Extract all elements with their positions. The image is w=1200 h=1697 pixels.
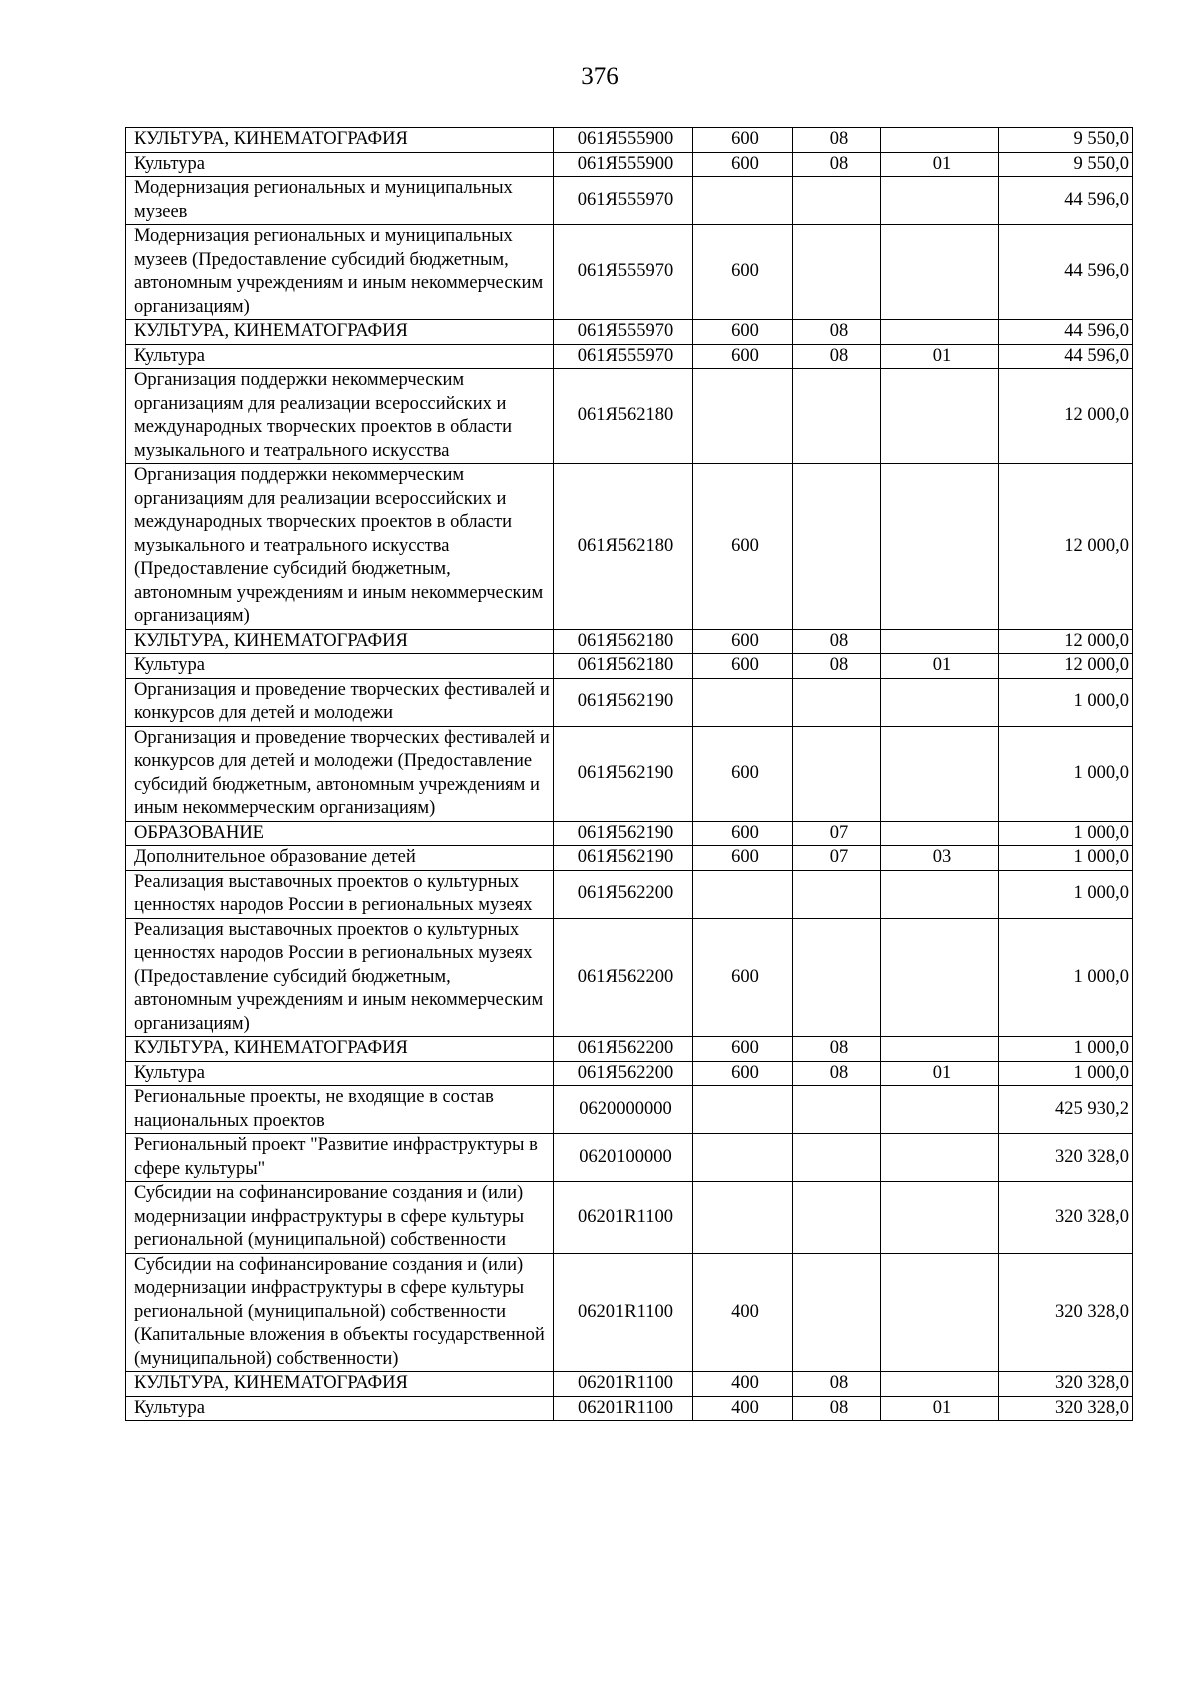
row-expense-type: 600 — [693, 320, 793, 345]
table-row — [126, 1061, 1133, 1086]
row-subsection — [881, 821, 999, 846]
row-name: Дополнительное образование детей — [126, 846, 554, 871]
row-expense-type: 600 — [693, 821, 793, 846]
row-subsection — [881, 726, 999, 821]
row-expense-type — [693, 1134, 793, 1182]
row-target-article: 061Я562190 — [554, 846, 693, 871]
row-target-article: 06201R1100 — [554, 1396, 693, 1421]
table-row — [126, 152, 1133, 177]
row-expense-type: 600 — [693, 726, 793, 821]
row-amount: 12 000,0 — [999, 464, 1133, 630]
table-row — [126, 678, 1133, 726]
row-section: 08 — [793, 654, 881, 679]
row-amount: 320 328,0 — [999, 1134, 1133, 1182]
row-name: Региональный проект "Развитие инфраструктуры в сфере культуры" — [126, 1134, 554, 1182]
row-target-article: 061Я562180 — [554, 654, 693, 679]
row-name: КУЛЬТУРА, КИНЕМАТОГРАФИЯ — [126, 1037, 554, 1062]
budget-table — [125, 127, 1133, 1421]
row-amount: 12 000,0 — [999, 369, 1133, 464]
table-row — [126, 320, 1133, 345]
row-subsection — [881, 177, 999, 225]
table-row — [126, 464, 1133, 630]
row-target-article: 061Я555970 — [554, 344, 693, 369]
row-name: КУЛЬТУРА, КИНЕМАТОГРАФИЯ — [126, 320, 554, 345]
table-row — [126, 177, 1133, 225]
row-target-article: 061Я555970 — [554, 225, 693, 320]
row-section — [793, 177, 881, 225]
row-target-article: 06201R1100 — [554, 1182, 693, 1254]
row-amount: 1 000,0 — [999, 726, 1133, 821]
row-amount: 44 596,0 — [999, 320, 1133, 345]
row-subsection — [881, 1253, 999, 1372]
row-name: Организация и проведение творческих фестивалей и конкурсов для детей и молодежи — [126, 678, 554, 726]
table-row — [126, 870, 1133, 918]
row-amount: 44 596,0 — [999, 177, 1133, 225]
table-row — [126, 128, 1133, 153]
row-subsection — [881, 1372, 999, 1397]
row-section — [793, 678, 881, 726]
row-amount: 1 000,0 — [999, 678, 1133, 726]
row-subsection: 03 — [881, 846, 999, 871]
row-name: Реализация выставочных проектов о культурных ценностях народов России в региональных музеях — [126, 870, 554, 918]
row-target-article: 061Я555970 — [554, 320, 693, 345]
row-subsection — [881, 128, 999, 153]
row-name: Организация поддержки некоммерческим организациям для реализации всероссийских и международных творческих проектов в области музыкального и театрального искусства (Предоставление субсидий бюджетным, автономным учреждениям и иным некоммерческим организациям) — [126, 464, 554, 630]
table-row — [126, 654, 1133, 679]
row-section: 08 — [793, 1372, 881, 1397]
row-amount: 1 000,0 — [999, 1037, 1133, 1062]
row-subsection — [881, 225, 999, 320]
row-name: Региональные проекты, не входящие в состав национальных проектов — [126, 1086, 554, 1134]
row-section: 08 — [793, 344, 881, 369]
row-target-article: 061Я562200 — [554, 1061, 693, 1086]
row-name: КУЛЬТУРА, КИНЕМАТОГРАФИЯ — [126, 1372, 554, 1397]
table-row — [126, 629, 1133, 654]
row-name: Организация и проведение творческих фестивалей и конкурсов для детей и молодежи (Предоставление субсидий бюджетным, автономным учреждениям и иным некоммерческим организациям) — [126, 726, 554, 821]
row-amount: 320 328,0 — [999, 1396, 1133, 1421]
row-subsection: 01 — [881, 344, 999, 369]
row-subsection — [881, 629, 999, 654]
row-expense-type — [693, 678, 793, 726]
row-amount: 1 000,0 — [999, 1061, 1133, 1086]
page-number: 376 — [581, 63, 619, 90]
row-amount: 12 000,0 — [999, 654, 1133, 679]
row-name: Субсидии на софинансирование создания и (или) модернизации инфраструктуры в сфере культуры региональной (муниципальной) собственности — [126, 1182, 554, 1254]
row-expense-type: 600 — [693, 1061, 793, 1086]
table-row — [126, 344, 1133, 369]
row-target-article: 061Я562180 — [554, 629, 693, 654]
row-expense-type — [693, 177, 793, 225]
row-target-article: 061Я562180 — [554, 369, 693, 464]
row-amount: 9 550,0 — [999, 152, 1133, 177]
row-subsection — [881, 1182, 999, 1254]
row-name: Культура — [126, 1396, 554, 1421]
row-amount: 320 328,0 — [999, 1182, 1133, 1254]
row-subsection: 01 — [881, 1061, 999, 1086]
row-section: 08 — [793, 128, 881, 153]
row-subsection: 01 — [881, 654, 999, 679]
row-name: Реализация выставочных проектов о культурных ценностях народов России в региональных музеях (Предоставление субсидий бюджетным, автономным учреждениям и иным некоммерческим организациям) — [126, 918, 554, 1037]
row-amount: 1 000,0 — [999, 846, 1133, 871]
row-subsection — [881, 870, 999, 918]
row-target-article: 061Я562200 — [554, 1037, 693, 1062]
row-subsection — [881, 464, 999, 630]
row-expense-type — [693, 1182, 793, 1254]
row-expense-type — [693, 1086, 793, 1134]
row-subsection — [881, 1134, 999, 1182]
row-expense-type: 400 — [693, 1372, 793, 1397]
row-expense-type: 600 — [693, 344, 793, 369]
row-section — [793, 1182, 881, 1254]
row-name: Культура — [126, 1061, 554, 1086]
table-row — [126, 918, 1133, 1037]
row-name: Модернизация региональных и муниципальных музеев — [126, 177, 554, 225]
row-subsection — [881, 678, 999, 726]
row-name: Культура — [126, 344, 554, 369]
row-target-article: 0620100000 — [554, 1134, 693, 1182]
row-amount: 1 000,0 — [999, 918, 1133, 1037]
row-subsection — [881, 918, 999, 1037]
row-amount: 1 000,0 — [999, 821, 1133, 846]
row-section: 07 — [793, 846, 881, 871]
row-expense-type: 600 — [693, 629, 793, 654]
row-section: 08 — [793, 1396, 881, 1421]
row-expense-type: 600 — [693, 128, 793, 153]
row-target-article: 061Я562180 — [554, 464, 693, 630]
row-subsection — [881, 1086, 999, 1134]
row-subsection — [881, 369, 999, 464]
row-amount: 1 000,0 — [999, 870, 1133, 918]
row-expense-type: 600 — [693, 152, 793, 177]
table-row — [126, 1396, 1133, 1421]
row-section: 08 — [793, 152, 881, 177]
row-target-article: 061Я562190 — [554, 821, 693, 846]
row-section: 08 — [793, 1061, 881, 1086]
row-section: 08 — [793, 629, 881, 654]
row-section — [793, 870, 881, 918]
row-section — [793, 1086, 881, 1134]
row-target-article: 06201R1100 — [554, 1372, 693, 1397]
row-section — [793, 918, 881, 1037]
row-target-article: 061Я555900 — [554, 128, 693, 153]
row-expense-type: 400 — [693, 1253, 793, 1372]
row-target-article: 061Я562190 — [554, 678, 693, 726]
row-target-article: 061Я555970 — [554, 177, 693, 225]
row-target-article: 061Я562200 — [554, 918, 693, 1037]
row-amount: 44 596,0 — [999, 344, 1133, 369]
row-expense-type — [693, 870, 793, 918]
table-row — [126, 1086, 1133, 1134]
table-row — [126, 821, 1133, 846]
row-amount: 320 328,0 — [999, 1372, 1133, 1397]
row-subsection: 01 — [881, 1396, 999, 1421]
row-amount: 12 000,0 — [999, 629, 1133, 654]
row-section: 08 — [793, 1037, 881, 1062]
row-expense-type: 600 — [693, 464, 793, 630]
row-amount: 9 550,0 — [999, 128, 1133, 153]
row-section: 08 — [793, 320, 881, 345]
row-name: КУЛЬТУРА, КИНЕМАТОГРАФИЯ — [126, 128, 554, 153]
row-amount: 44 596,0 — [999, 225, 1133, 320]
row-expense-type: 600 — [693, 918, 793, 1037]
table-row — [126, 1372, 1133, 1397]
row-section — [793, 1134, 881, 1182]
row-name: Организация поддержки некоммерческим организациям для реализации всероссийских и международных творческих проектов в области музыкального и театрального искусства — [126, 369, 554, 464]
row-name: ОБРАЗОВАНИЕ — [126, 821, 554, 846]
row-target-article: 061Я555900 — [554, 152, 693, 177]
row-subsection — [881, 320, 999, 345]
row-expense-type: 600 — [693, 654, 793, 679]
row-name: Субсидии на софинансирование создания и (или) модернизации инфраструктуры в сфере культуры региональной (муниципальной) собственности (Капитальные вложения в объекты государственной (муниципальной) собственности) — [126, 1253, 554, 1372]
row-section — [793, 369, 881, 464]
row-expense-type: 600 — [693, 846, 793, 871]
row-target-article: 06201R1100 — [554, 1253, 693, 1372]
row-expense-type: 400 — [693, 1396, 793, 1421]
table-row — [126, 369, 1133, 464]
row-name: Культура — [126, 152, 554, 177]
row-amount: 320 328,0 — [999, 1253, 1133, 1372]
table-row — [126, 1037, 1133, 1062]
row-section: 07 — [793, 821, 881, 846]
row-target-article: 061Я562200 — [554, 870, 693, 918]
row-subsection — [881, 1037, 999, 1062]
table-row — [126, 1253, 1133, 1372]
row-expense-type: 600 — [693, 225, 793, 320]
row-section — [793, 464, 881, 630]
table-row — [126, 1134, 1133, 1182]
row-section — [793, 726, 881, 821]
row-expense-type — [693, 369, 793, 464]
row-expense-type: 600 — [693, 1037, 793, 1062]
row-section — [793, 1253, 881, 1372]
row-name: Культура — [126, 654, 554, 679]
row-target-article: 0620000000 — [554, 1086, 693, 1134]
row-name: Модернизация региональных и муниципальных музеев (Предоставление субсидий бюджетным, автономным учреждениям и иным некоммерческим организациям) — [126, 225, 554, 320]
table-row — [126, 1182, 1133, 1254]
row-section — [793, 225, 881, 320]
row-name: КУЛЬТУРА, КИНЕМАТОГРАФИЯ — [126, 629, 554, 654]
table-row — [126, 726, 1133, 821]
row-amount: 425 930,2 — [999, 1086, 1133, 1134]
row-subsection: 01 — [881, 152, 999, 177]
table-row — [126, 225, 1133, 320]
row-target-article: 061Я562190 — [554, 726, 693, 821]
table-row — [126, 846, 1133, 871]
